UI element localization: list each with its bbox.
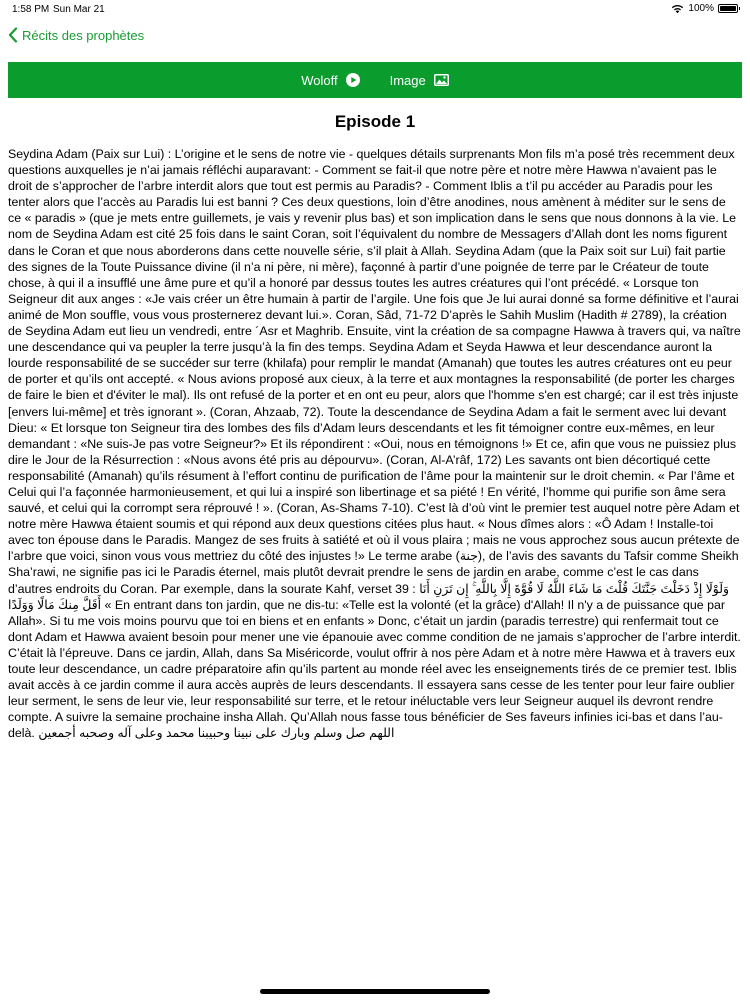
image-button[interactable]: [390, 73, 449, 88]
battery-percentage: 100%: [688, 3, 714, 14]
battery-icon: [718, 4, 738, 13]
episode-story-text: Seydina Adam (Paix sur Lui) : L’origine et le sens de notre vie - quelques détails surprenants Mon fils m’a posé très recemment deux questions auxquelles je n’ai jamais réfléchi auparavant: - Comment se fait-il que notre père et notre mère Hawwa n’avaient pas le droit de s’approcher de l’arbre interdit alors que tout est permis au Paradis? - Comment Iblis a t’il pu accéder au Paradis pour les tenter alors que l’accès au Paradis lui est banni ? Ces deux questions, loin d’être anodines, nous amènent à méditer sur le sens de ce « paradis » (que je mets entre guillemets, je vais y revenir plus bas) et son implication dans le sens que nous donnons à la vie. Le nom de Seydina Adam est cité 25 fois dans le saint Coran, soit l’équivalent du nombre de Messagers d’Allah dont les noms figurent dans le Coran et que nous aborderons dans cette nouvelle série, s’il plait à Allah. Seydina Adam (que la Paix soit sur Lui) fait partie des signes de la Toute Puissance divine (il n’a ni père, ni mère), façonné à partir d’une poignée de terre par le Créateur de toute chose, à qui il a insufflé une âme pure et qu’il a honoré par dessus toutes les autres créatures qui l’ont précédé. « Lorsque ton Seigneur dit aux anges : «Je vais créer un être humain à partir de l’argile. Une fois que Je lui aurai donné sa forme définitive et l’aurai animé de Mon souffle, vous vous prosternerez devant lui.». Coran, Sâd, 71-72 D’après le Sahih Muslim (Hadith # 2789), la création de Seydina Adam eut lieu un vendredi, entre ´Asr et Maghrib. Ensuite, vint la création de sa compagne Hawwa à travers qui, va naître une descendance qui va peupler la terre jusqu’à la fin des temps. Seydina Adam et Seyda Hawwa et leur descendance auront la lourde responsabilité de se succéder sur terre (khilafa) pour remplir le mandat (Amanah) que toutes les autres créatures ont eu peur de porter et qu’ils ont accepté. « Nous avions proposé aux cieux, à la terre et aux montagnes la responsabilité (de porter les charges de faire le bien et d'éviter le mal). Ils ont refusé de la porter et en ont eu peur, alors que l'homme s'en est chargé; car il est très injuste [envers lui-même] et très ignorant ». (Coran, Ahzaab, 72). Toute la descendance de Seydina Adam a fait le serment avec lui devant Dieu: « Et lorsque ton Seigneur tira des lombes des fils d’Adam leurs descendants et les fit témoigner contre eux-mêmes, en leur demandant : «Ne suis-Je pas votre Seigneur?» Et ils répondirent : «Oui, nous en témoignons !» Et ce, afin que vous ne puissiez plus dire le Jour de la Résurrection : «Nous avons été pris au dépourvu». (Coran, Al-A’râf, 172) Les savants ont bien décortiqué cette responsabilité (Amanah) qu’ils résument à l’effort continu de purification de l’âme pour la maintenir sur le droit chemin. « Par l’âme et Celui qui l’a façonnée harmonieusement, et qui lui a inspiré son libertinage et sa piété ! En vérité, l’homme qui purifie son âme sera sauvé, et celui qui la corrompt sera réprouvé ! ». (Coran, As-Shams 7-10). C’est là d’où vint le premier test auquel notre père Adam et notre mère Hawwa étaient soumis et qui répond aux deux questions citées plus haut. « Nous dîmes alors : «Ô Adam ! Installe-toi avec ton épouse dans le Paradis. Mangez de ses fruits à satiété et où il vous plaira ; mais ne vous approchez sous aucun prétexte de l’arbre que voici, sinon vous vous mettriez du côté des injustes !» Le terme arabe (جنة), de l’avis des savants du Tafsir comme Sheikh Sha’rawi, ne signifie pas ici le Paradis éternel, mais plutôt devrait prendre le sens de jardin en arabe, comme c’est le cas dans d’autres endroits du Coran. Par exemple, dans la sourate Kahf, verset 39 : وَلَوْلَا إِذْ دَخَلْتَ جَنَّتَكَ قُلْتَ مَا شَاءَ اللَّهُ لَا قُوَّةَ إِلَّا بِاللَّهِ ۚ إِن تَرَنِ أَنَا أَقَلَّ مِنكَ مَالًا وَوَلَدًا « En entrant dans ton jardin, que ne dis-tu: «Telle est la volonté (et la grâce) d'Allah! Il n'y a de puissance que par Allah». Si tu me vois moins pourvu que toi en biens et en enfants » Donc, c’était un jardin (paradis terrestre) qui renfermait tout ce dont Adam et Hawwa avaient besoin pour mener une vie épanouie avec comme condition de ne jamais s’approcher de l’arbre interdit. C’était là l’épreuve. Dans ce jardin, Allah, dans Sa Miséricorde, voulut offrir à nos père Adam et à notre mère Hawwa et à travers eux toute leur descendance, un cadre préparatoire afin qu’ils partent au monde réel avec les enseignements tirés de ce premier test. Iblis avait accès à ce jardin comme il aura accès auprès de leurs descendants. Il essayera sans cesse de les tenter pour leur faire oublier leur serment, le sens de leur vie, leur responsabilité sur terre, et le retour inéluctable vers leur Seigneur auquel ils devront rendre compte. A suivre la semaine prochaine insha Allah. Qu’Allah nous fasse tous bénéficier de Ses faveurs infinies ici-bas et dans l’au-delà. اللهم صل وسلم وبارك على نبينا وحبيبنا محمد وعلى آله وصحبه أجمعين: [8, 147, 741, 741]
status-date: Sun Mar 21: [53, 4, 105, 15]
wifi-icon: [671, 4, 684, 14]
home-indicator[interactable]: [260, 989, 490, 994]
play-circle-icon: [346, 73, 360, 87]
back-button[interactable]: [8, 27, 144, 43]
wolof-label: Woloff: [301, 72, 338, 88]
chevron-left-icon: [8, 27, 18, 43]
media-toolbar: [8, 62, 742, 98]
wolof-audio-button[interactable]: [301, 73, 359, 88]
back-label: Récits des prophètes: [22, 27, 145, 43]
status-indicators: [671, 3, 738, 14]
status-time: 1:58 PM: [12, 4, 50, 15]
photo-icon: [434, 74, 449, 86]
episode-title: Episode 1: [334, 112, 416, 131]
status-bar: [0, 0, 750, 20]
image-label: Image: [389, 72, 426, 88]
